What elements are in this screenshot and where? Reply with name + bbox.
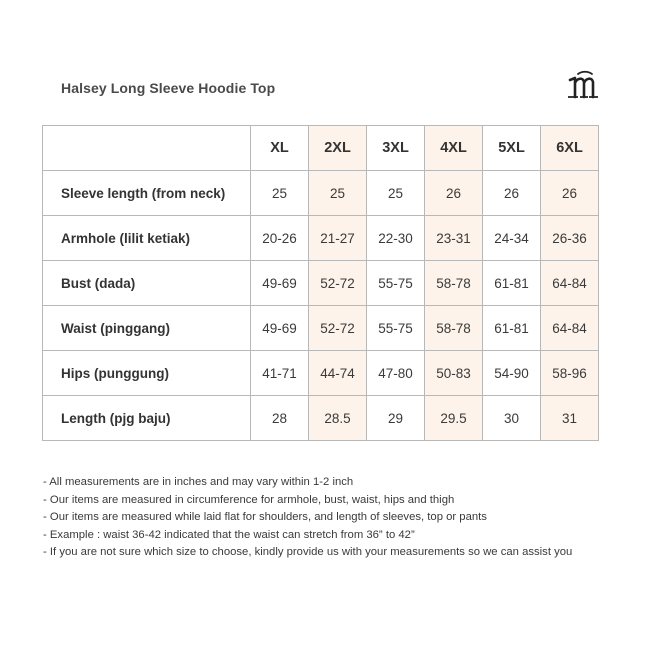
size-header-row [43,126,599,171]
table-row [43,396,599,441]
measurement-value: 55-75 [367,261,425,306]
measurement-value: 26-36 [541,216,599,261]
measurement-value: 55-75 [367,306,425,351]
measurement-value: 20-26 [251,216,309,261]
measurement-value: 54-90 [483,351,541,396]
measurement-value: 64-84 [541,261,599,306]
measurement-label: Sleeve length (from neck) [43,171,251,216]
measurement-value: 25 [309,171,367,216]
measurement-value: 21-27 [309,216,367,261]
size-chart-table [42,125,599,441]
measurement-value: 23-31 [425,216,483,261]
measurement-value: 61-81 [483,306,541,351]
measurement-value: 50-83 [425,351,483,396]
measurement-label: Length (pjg baju) [43,396,251,441]
measurement-value: 24-34 [483,216,541,261]
measurement-label: Waist (pinggang) [43,306,251,351]
measurement-label: Armhole (lilit ketiak) [43,216,251,261]
table-row [43,351,599,396]
measurement-value: 22-30 [367,216,425,261]
measurement-value: 47-80 [367,351,425,396]
note-line: - Our items are measured in circumference for armhole, bust, waist, hips and thigh [43,493,455,506]
measurement-label: Bust (dada) [43,261,251,306]
note-line: - Our items are measured while laid flat for shoulders, and length of sleeves, top or pants [43,511,487,523]
note-line: - All measurements are in inches and may vary within 1-2 inch [43,476,354,488]
size-header: 3XL [367,126,425,171]
measurement-value: 30 [483,396,541,441]
measurement-value: 29 [367,396,425,441]
table-row [43,306,599,351]
measurement-value: 26 [483,171,541,216]
measurement-value: 58-78 [425,306,483,351]
size-header: 4XL [425,126,483,171]
measurement-value: 28 [251,396,309,441]
measurement-value: 29.5 [425,396,483,441]
brand-m-logo-icon [566,70,602,102]
table-row [43,171,599,216]
measurement-value: 58-96 [541,351,599,396]
measurement-value: 31 [541,396,599,441]
size-header: 5XL [483,126,541,171]
note-line: - Example : waist 36-42 indicated that the waist can stretch from 36” to 42” [43,528,415,541]
measurement-value: 26 [541,171,599,216]
measurement-label: Hips (punggung) [43,351,251,396]
measurement-value: 26 [425,171,483,216]
measurement-value: 28.5 [309,396,367,441]
measurement-value: 49-69 [251,261,309,306]
size-header: 2XL [309,126,367,171]
note-line: - If you are not sure which size to choose, kindly provide us with your measurements so we can assist you [43,546,573,558]
measurement-value: 41-71 [251,351,309,396]
measurement-value: 52-72 [309,261,367,306]
notes-list [43,474,572,562]
measurement-value: 58-78 [425,261,483,306]
size-header: XL [251,126,309,171]
table-row [43,216,599,261]
product-title: Halsey Long Sleeve Hoodie Top [61,80,276,96]
measurement-value: 61-81 [483,261,541,306]
header-corner-cell [43,126,251,171]
measurement-value: 44-74 [309,351,367,396]
table-row [43,261,599,306]
measurement-value: 25 [367,171,425,216]
measurement-value: 52-72 [309,306,367,351]
measurement-value: 64-84 [541,306,599,351]
measurement-value: 25 [251,171,309,216]
measurement-value: 49-69 [251,306,309,351]
size-header: 6XL [541,126,599,171]
